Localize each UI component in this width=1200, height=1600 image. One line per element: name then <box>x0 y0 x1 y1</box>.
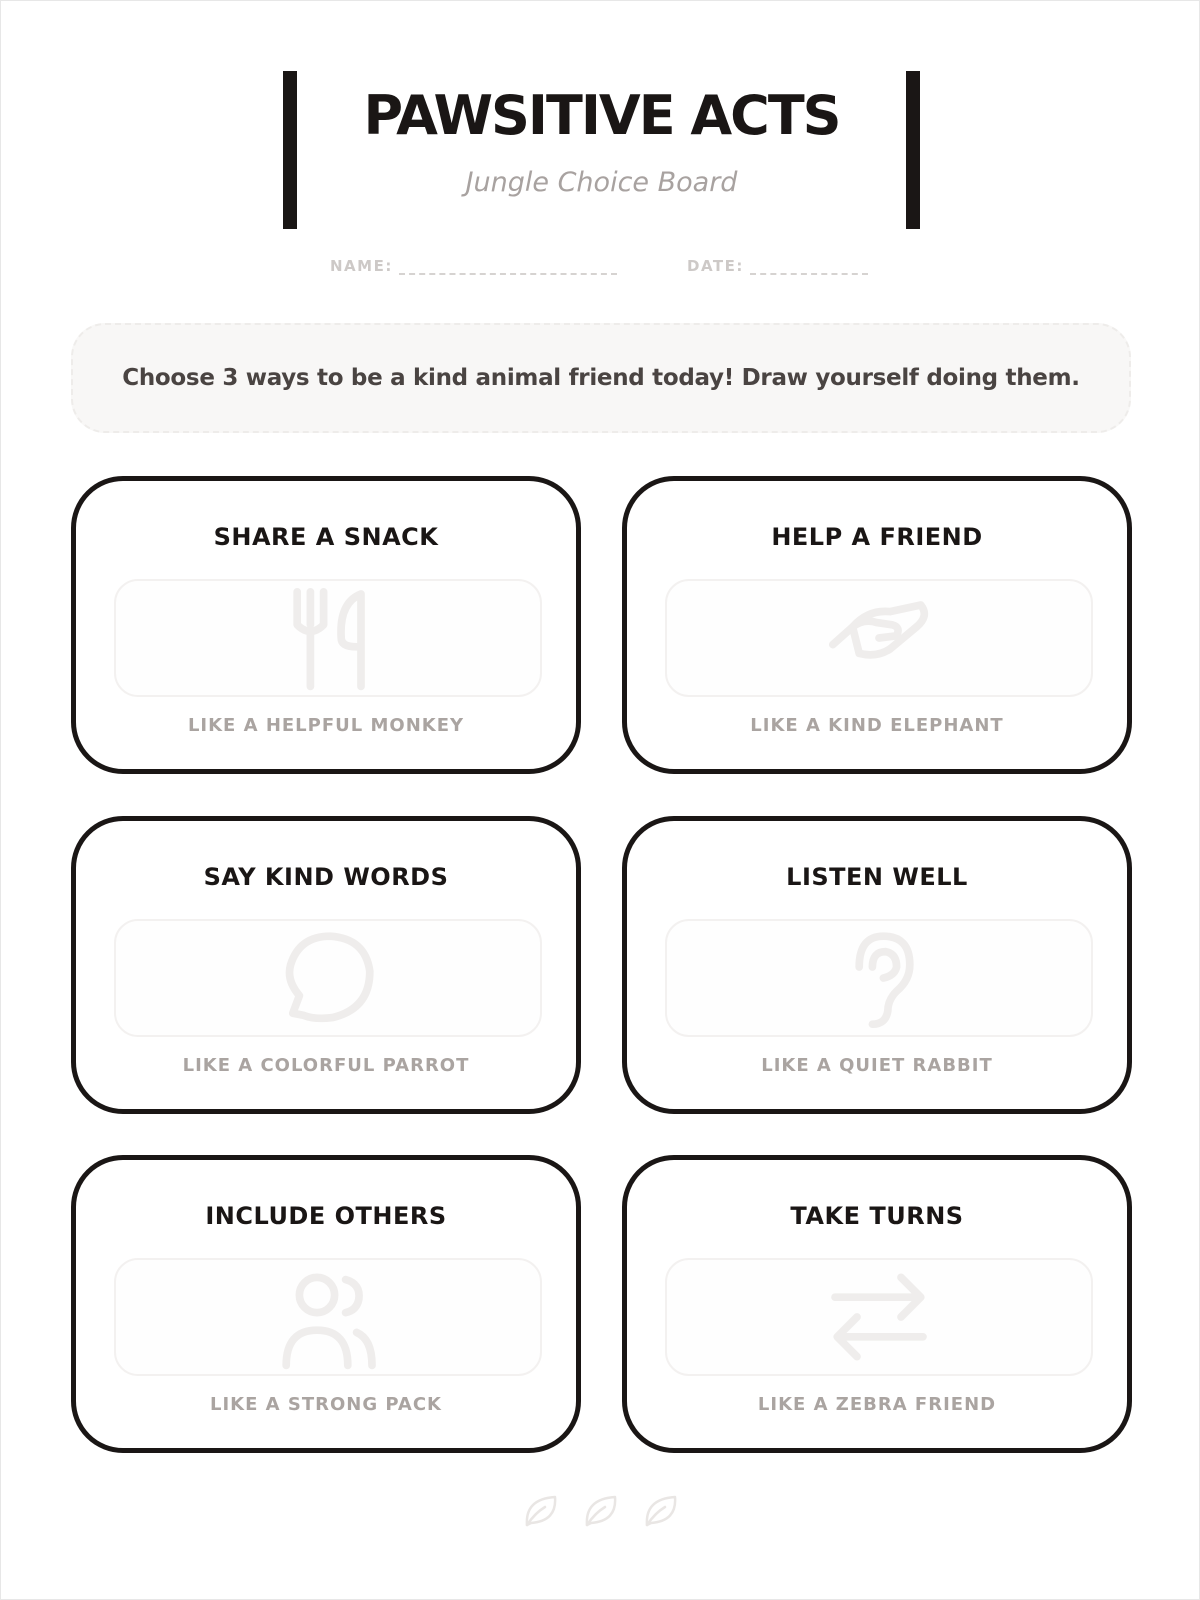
name-label: NAME: <box>330 257 393 275</box>
header <box>283 71 920 229</box>
utensils-icon <box>273 583 383 693</box>
card-title: SAY KIND WORDS <box>203 863 449 891</box>
name-field <box>330 257 617 275</box>
card-subtitle: LIKE A ZEBRA FRIEND <box>757 1394 997 1415</box>
date-field <box>687 257 868 275</box>
card-title: TAKE TURNS <box>790 1202 964 1230</box>
leaf-icon <box>581 1491 621 1531</box>
date-line <box>750 259 868 275</box>
date-label: DATE: <box>687 257 744 275</box>
drawing-area <box>665 1258 1093 1376</box>
helping-hand-icon <box>824 583 934 693</box>
card-title: LISTEN WELL <box>786 863 968 891</box>
card-subtitle: LIKE A STRONG PACK <box>209 1394 442 1415</box>
instructions-banner <box>71 323 1131 433</box>
page-subtitle: Jungle Choice Board <box>465 167 738 198</box>
leaf-icon <box>641 1491 681 1531</box>
card-subtitle: LIKE A COLORFUL PARROT <box>182 1055 470 1076</box>
ear-icon <box>824 923 934 1033</box>
card-subtitle: LIKE A KIND ELEPHANT <box>750 715 1004 736</box>
choice-card-help-a-friend <box>622 476 1132 774</box>
drawing-area <box>665 579 1093 697</box>
choice-card-share-a-snack <box>71 476 581 774</box>
leaf-icon <box>521 1491 561 1531</box>
name-line <box>399 259 617 275</box>
card-subtitle: LIKE A HELPFUL MONKEY <box>187 715 465 736</box>
drawing-area <box>114 1258 542 1376</box>
choice-card-listen-well <box>622 816 1132 1114</box>
drawing-area <box>114 579 542 697</box>
footer-decoration <box>521 1491 681 1535</box>
speech-bubble-icon <box>273 923 383 1033</box>
drawing-area <box>114 919 542 1037</box>
card-title: INCLUDE OTHERS <box>205 1202 447 1230</box>
choice-card-take-turns <box>622 1155 1132 1453</box>
users-icon <box>273 1262 383 1372</box>
page-title: PAWSITIVE ACTS <box>363 84 840 147</box>
choice-card-say-kind-words <box>71 816 581 1114</box>
card-title: HELP A FRIEND <box>771 523 983 551</box>
card-title: SHARE A SNACK <box>213 523 439 551</box>
choice-card-include-others <box>71 1155 581 1453</box>
instructions-text: Choose 3 ways to be a kind animal friend today! Draw yourself doing them. <box>122 365 1080 391</box>
drawing-area <box>665 919 1093 1037</box>
swap-arrows-icon <box>824 1262 934 1372</box>
card-subtitle: LIKE A QUIET RABBIT <box>761 1055 993 1076</box>
